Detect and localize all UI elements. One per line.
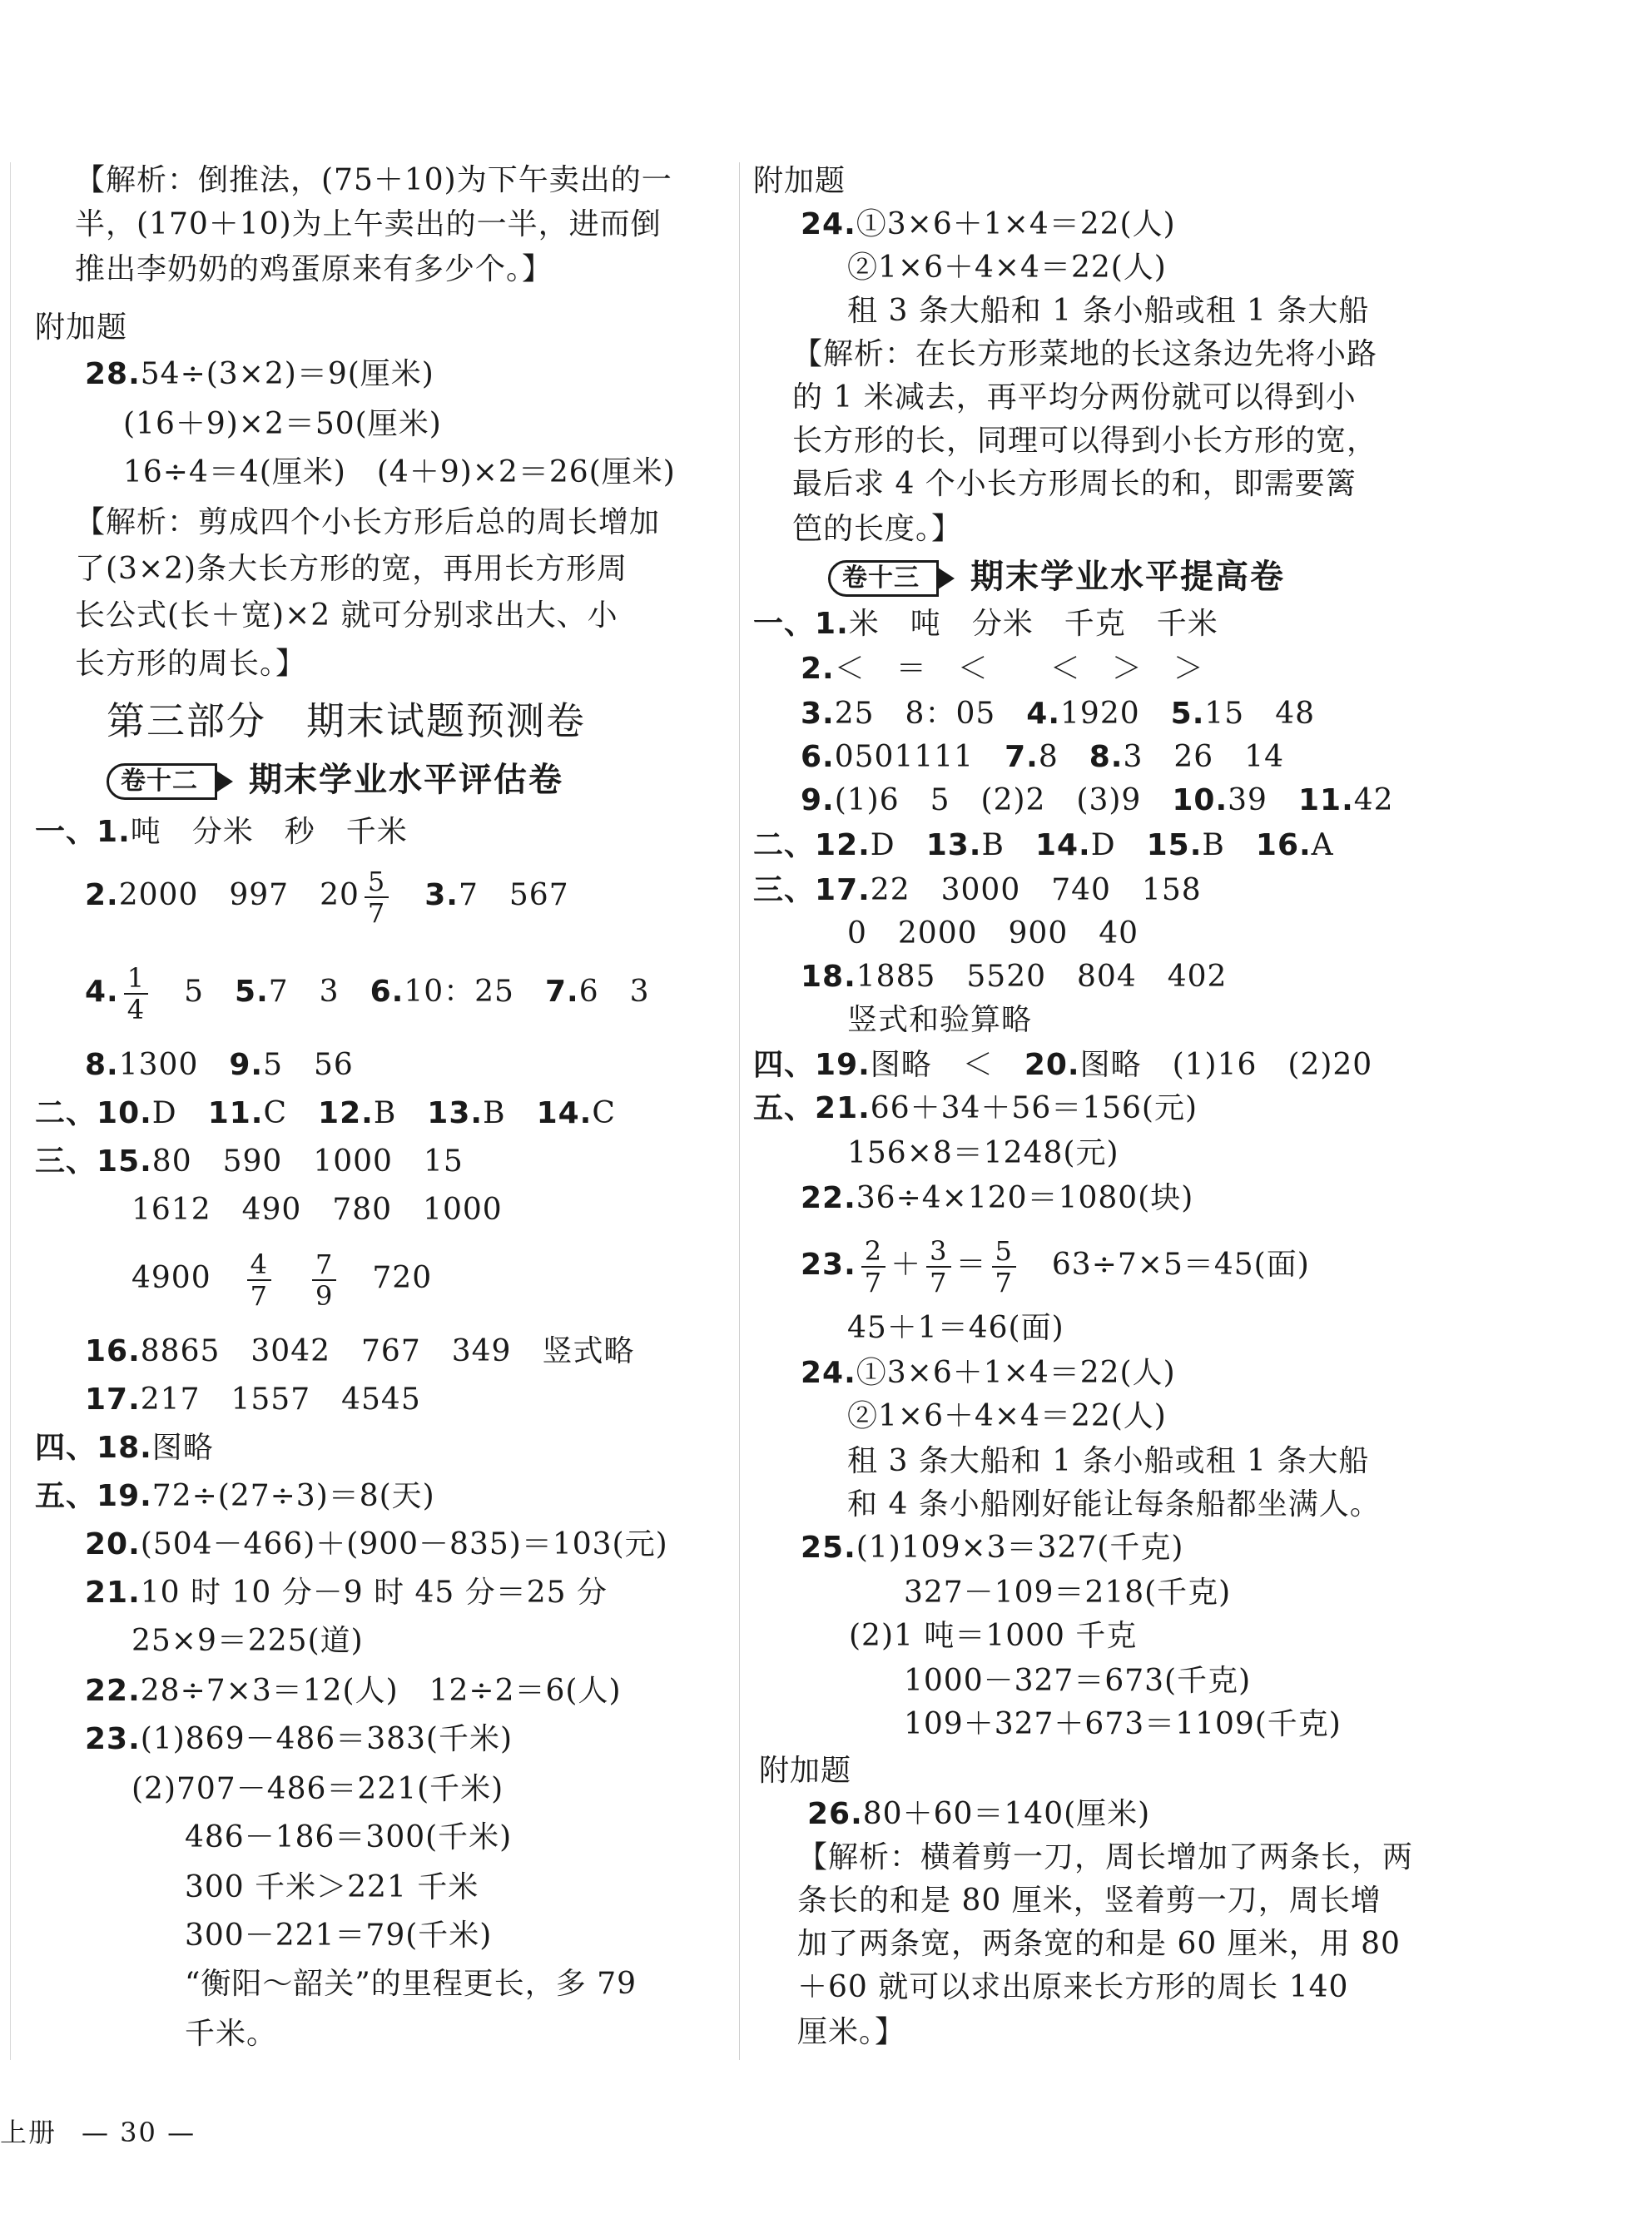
question-number: 20. [85, 1527, 141, 1561]
section-label: 二、 [753, 828, 816, 862]
question-number: 6. [370, 975, 404, 1009]
question-number: 5. [1170, 697, 1205, 731]
answer-21 [85, 1575, 608, 1611]
answer-text: 80＋60＝140(厘米) [862, 1797, 1151, 1831]
analysis-line: 【解析：剪成四个小长方形后总的周长增加 [75, 505, 661, 539]
fraction: $\frac{7}{9}$ [312, 1249, 336, 1311]
answer-text: ①3×6＋1×4＝22(人) [856, 1356, 1176, 1390]
question-number: 14. [1034, 828, 1091, 862]
answer-text: 图略 (1)16 (2)20 [1079, 1048, 1373, 1082]
answer-text: 8 [1038, 740, 1059, 774]
answer-text: 4900 [131, 1261, 211, 1295]
answer-line: 156×8＝1248(元) [847, 1136, 1119, 1170]
answer-line: 25×9＝225(道) [131, 1624, 364, 1658]
analysis-line: 长方形的周长。】 [75, 647, 307, 681]
question-number: 19. [97, 1479, 152, 1513]
section-label: 二、 [35, 1096, 97, 1130]
question-number: 21. [85, 1576, 141, 1610]
analysis-line: 长方形的长，同理可以得到小长方形的宽， [792, 424, 1378, 458]
answer-text: 720 [372, 1261, 433, 1295]
fraction: $\frac{4}{7}$ [247, 1249, 271, 1311]
answer-9-11 [801, 782, 1394, 819]
fraction: $\frac{5}{7}$ [365, 866, 389, 928]
question-number: 12. [815, 828, 871, 862]
question-number: 28. [85, 357, 141, 391]
analysis-line: ＋60 就可以求出原来长方形的周长 140 [797, 1970, 1349, 2004]
answer-25 [801, 1530, 1183, 1566]
question-number: 18. [97, 1431, 152, 1465]
question-number: 5. [235, 975, 269, 1009]
answer-1 [35, 814, 408, 851]
answer-line: (16＋9)×2＝50(厘米) [123, 407, 442, 441]
fraction: $\frac{3}{7}$ [926, 1236, 950, 1298]
answer-text: B [1202, 828, 1225, 862]
section-label: 三、 [753, 873, 816, 907]
question-number: 7. [1005, 740, 1039, 774]
answer-text: B [981, 828, 1005, 862]
question-number: 8. [85, 1048, 119, 1082]
answer-line: 租 3 条大船和 1 条小船或租 1 条大船 [847, 1444, 1370, 1478]
answer-text: 0501111 [834, 740, 975, 774]
question-number: 23. [85, 1722, 141, 1756]
answer-10-14 [35, 1095, 616, 1132]
question-number: 21. [815, 1091, 871, 1125]
answer-3-5 [801, 696, 1315, 732]
book-label: 上册 [0, 2117, 57, 2148]
answer-18 [35, 1430, 214, 1467]
answer-line: (2)1 吨＝1000 千克 [849, 1619, 1138, 1653]
answer-text: 54÷(3×2)＝9(厘米) [140, 357, 434, 391]
answer-text: 1885 5520 804 402 [856, 960, 1228, 994]
answer-text: 7 3 [268, 975, 340, 1009]
section-label: 一、 [35, 815, 97, 849]
question-number: 16. [85, 1334, 141, 1368]
answer-line: 300－221＝79(千米) [185, 1919, 493, 1953]
answer-text: D [151, 1096, 177, 1130]
answer-line: 300 千米＞221 千米 [185, 1870, 479, 1904]
question-number: 1. [97, 815, 131, 849]
answer-line: “衡阳～韶关”的里程更长，多 79 [185, 1967, 637, 2001]
question-number: 18. [801, 960, 856, 994]
question-number: 11. [207, 1096, 264, 1130]
page-number: — 30 — [82, 2117, 196, 2148]
answer-6-8 [801, 739, 1284, 776]
answer-text: 217 1557 4545 [140, 1383, 421, 1417]
answer-text: B [373, 1096, 397, 1130]
answer-text: 米 吨 分米 千克 千米 [848, 607, 1218, 641]
answer-26 [807, 1796, 1150, 1833]
answer-28 [85, 356, 434, 393]
section-label: 五、 [35, 1479, 97, 1513]
answer-text: 图略 [151, 1431, 214, 1465]
answer-text: (504－466)＋(900－835)＝103(元) [140, 1527, 668, 1561]
question-number: 17. [815, 873, 871, 907]
analysis-line: 【解析：在长方形菜地的长这条边先将小路 [792, 337, 1378, 371]
bonus-heading: 附加题 [753, 164, 846, 198]
paper-badge: 卷十三 [828, 560, 939, 597]
question-number: 15. [1146, 828, 1203, 862]
answer-line: 1612 490 780 1000 [131, 1193, 503, 1227]
answer-text: 2000 997 20 [118, 878, 360, 912]
page-footer [0, 2116, 196, 2149]
question-number: 10. [1172, 783, 1228, 817]
answer-2-3 [85, 862, 569, 929]
question-number: 6. [801, 740, 835, 774]
left-margin-rule [10, 162, 11, 2060]
question-number: 19. [815, 1048, 871, 1082]
question-number: 10. [97, 1096, 152, 1130]
answer-text: 5 [184, 975, 205, 1009]
answer-text: 36÷4×120＝1080(块) [856, 1181, 1194, 1215]
question-number: 24. [801, 207, 856, 241]
answer-text: (1)869－486＝383(千米) [140, 1722, 513, 1756]
answer-line: 千米。 [185, 2017, 278, 2051]
question-number: 11. [1297, 783, 1354, 817]
answer-8-9 [85, 1047, 354, 1084]
answer-text: (1)6 5 (2)2 (3)9 [834, 783, 1142, 817]
fraction: $\frac{5}{7}$ [992, 1236, 1016, 1298]
answer-23 [801, 1232, 1310, 1298]
answer-text: C [592, 1096, 616, 1130]
analysis-line: 【解析：倒推法，(75＋10)为下午卖出的一 [75, 163, 672, 197]
section-label: 五、 [753, 1091, 816, 1125]
answer-text: D [1090, 828, 1116, 862]
answer-text: 6 3 [578, 975, 650, 1009]
answer-line: 45＋1＝46(面) [847, 1311, 1064, 1345]
question-number: 26. [807, 1797, 863, 1831]
answer-text: 63÷7×5＝45(面) [1051, 1248, 1310, 1282]
question-number: 7. [544, 975, 579, 1009]
answer-text: 10：25 [404, 975, 514, 1009]
part-title: 第三部分 期末试题预测卷 [107, 698, 586, 743]
answer-text: 1300 [118, 1048, 199, 1082]
section-label: 四、 [753, 1048, 816, 1082]
answer-17 [85, 1382, 421, 1418]
question-number: 4. [85, 975, 119, 1009]
answer-line: 1000－327＝673(千克) [904, 1664, 1252, 1698]
question-number: 22. [85, 1674, 141, 1708]
answer-line: ②1×6＋4×4＝22(人) [847, 1399, 1167, 1433]
question-number: 25. [801, 1531, 856, 1565]
question-number: 9. [229, 1048, 264, 1082]
answer-line: 0 2000 900 40 [847, 916, 1139, 951]
question-number: 2. [801, 652, 835, 686]
question-number: 20. [1024, 1048, 1080, 1082]
answer-text: ＜ ＝ ＜ ＜ ＞ ＞ [834, 652, 1204, 686]
answer-text: 15 48 [1204, 697, 1316, 731]
answer-text: (1)109×3＝327(千克) [856, 1531, 1184, 1565]
bonus-heading: 附加题 [759, 1754, 852, 1788]
question-number: 2. [85, 878, 119, 912]
question-number: 3. [801, 697, 835, 731]
answer-text: 39 [1228, 783, 1268, 817]
paper-badge: 卷十二 [107, 763, 217, 800]
question-number: 15. [97, 1144, 152, 1179]
analysis-line: 条长的和是 80 厘米，竖着剪一刀，周长增 [797, 1884, 1382, 1918]
section-label: 三、 [35, 1144, 97, 1179]
answer-text: 66＋34＋56＝156(元) [870, 1091, 1198, 1125]
answer-text: 7 567 [458, 878, 569, 912]
answer-text: 72÷(27÷3)＝8(天) [151, 1479, 435, 1513]
answer-text: 80 590 1000 15 [151, 1144, 464, 1179]
question-number: 12. [318, 1096, 374, 1130]
answer-19 [35, 1478, 435, 1515]
answer-text: 25 8：05 [834, 697, 996, 731]
paper-title-13 [828, 556, 1285, 598]
answer-24 [801, 206, 1176, 243]
answer-19-20 [753, 1047, 1372, 1084]
question-number: 17. [85, 1383, 141, 1417]
answer-18 [801, 959, 1227, 995]
answer-line: 和 4 条小船刚好能让每条船都坐满人。 [847, 1487, 1381, 1522]
answer-4-7 [85, 959, 650, 1025]
equals-sign: ＝ [955, 1248, 987, 1282]
analysis-line: 厘米。】 [797, 2015, 906, 2049]
answer-2 [801, 651, 1204, 688]
bonus-heading: 附加题 [35, 310, 128, 345]
answer-text: 3 26 14 [1123, 740, 1285, 774]
question-number: 3. [424, 878, 459, 912]
analysis-line: 的 1 米减去，再平均分两份就可以得到小 [792, 380, 1357, 415]
answer-12-16 [753, 827, 1334, 864]
answer-text: ①3×6＋1×4＝22(人) [856, 207, 1176, 241]
answer-23 [85, 1721, 513, 1758]
plus-sign: ＋ [890, 1248, 922, 1282]
question-number: 22. [801, 1181, 856, 1215]
answer-text: B [483, 1096, 506, 1130]
paper-title-12 [107, 759, 563, 801]
answer-line: ②1×6＋4×4＝22(人) [847, 251, 1167, 285]
section-label: 一、 [753, 607, 816, 641]
analysis-line: 半，(170＋10)为上午卖出的一半，进而倒 [75, 207, 662, 241]
answer-text: 图略 ＜ [870, 1048, 994, 1082]
fraction: $\frac{1}{4}$ [124, 963, 148, 1025]
column-divider [739, 162, 740, 2060]
question-number: 14. [536, 1096, 593, 1130]
answer-17 [753, 872, 1202, 909]
analysis-line: 笆的长度。】 [792, 512, 963, 546]
question-number: 13. [427, 1096, 484, 1130]
fraction: $\frac{2}{7}$ [861, 1236, 886, 1298]
paper-name: 期末学业水平提高卷 [970, 558, 1285, 596]
analysis-line: 加了两条宽，两条宽的和是 60 厘米，用 80 [797, 1927, 1401, 1961]
answer-22 [85, 1673, 622, 1710]
answer-text: 22 3000 740 158 [870, 873, 1202, 907]
answer-text: 吨 分米 秒 千米 [130, 815, 408, 849]
analysis-line: 最后求 4 个小长方形周长的和，即需要篱 [792, 467, 1357, 501]
answer-text: 1920 [1060, 697, 1140, 731]
answer-line: 109＋327＋673＝1109(千克) [904, 1707, 1342, 1741]
question-number: 23. [801, 1248, 856, 1282]
section-label: 四、 [35, 1431, 97, 1465]
answer-text: C [263, 1096, 288, 1130]
question-number: 8. [1089, 740, 1124, 774]
answer-line: (2)707－486＝221(千米) [131, 1772, 504, 1806]
answer-line: 327－109＝218(千克) [904, 1576, 1232, 1610]
answer-text: 42 [1353, 783, 1394, 817]
answer-text: 8865 3042 767 349 竖式略 [140, 1334, 635, 1368]
question-number: 1. [815, 607, 849, 641]
answer-text: A [1311, 828, 1334, 862]
answer-line: 486－186＝300(千米) [185, 1820, 513, 1854]
answer-line: 16÷4＝4(厘米) (4＋9)×2＝26(厘米) [123, 455, 676, 489]
answer-text: 28÷7×3＝12(人) 12÷2＝6(人) [140, 1674, 622, 1708]
answer-text: 10 时 10 分－9 时 45 分＝25 分 [140, 1576, 608, 1610]
answer-line: 租 3 条大船和 1 条小船或租 1 条大船 [847, 294, 1370, 328]
question-number: 9. [801, 783, 835, 817]
analysis-line: 【解析：横着剪一刀，周长增加了两条长，两 [797, 1840, 1414, 1874]
analysis-line: 长公式(长＋宽)×2 就可分别求出大、小 [75, 598, 618, 633]
answer-20 [85, 1526, 668, 1563]
paper-name: 期末学业水平评估卷 [249, 761, 563, 799]
answer-24 [801, 1355, 1176, 1392]
question-number: 16. [1255, 828, 1312, 862]
answer-1 [753, 606, 1218, 643]
answer-text: 5 56 [263, 1048, 354, 1082]
answer-line: 竖式和验算略 [847, 1003, 1033, 1037]
answer-16 [85, 1333, 634, 1370]
answer-22 [801, 1180, 1193, 1217]
question-number: 13. [925, 828, 982, 862]
answer-line [131, 1245, 432, 1312]
answer-21 [753, 1090, 1198, 1127]
analysis-line: 了(3×2)条大长方形的宽，再用长方形周 [75, 552, 628, 586]
answer-text: D [870, 828, 895, 862]
question-number: 24. [801, 1356, 856, 1390]
answer-15 [35, 1144, 464, 1180]
question-number: 4. [1026, 697, 1061, 731]
analysis-line: 推出李奶奶的鸡蛋原来有多少个。】 [75, 252, 553, 286]
